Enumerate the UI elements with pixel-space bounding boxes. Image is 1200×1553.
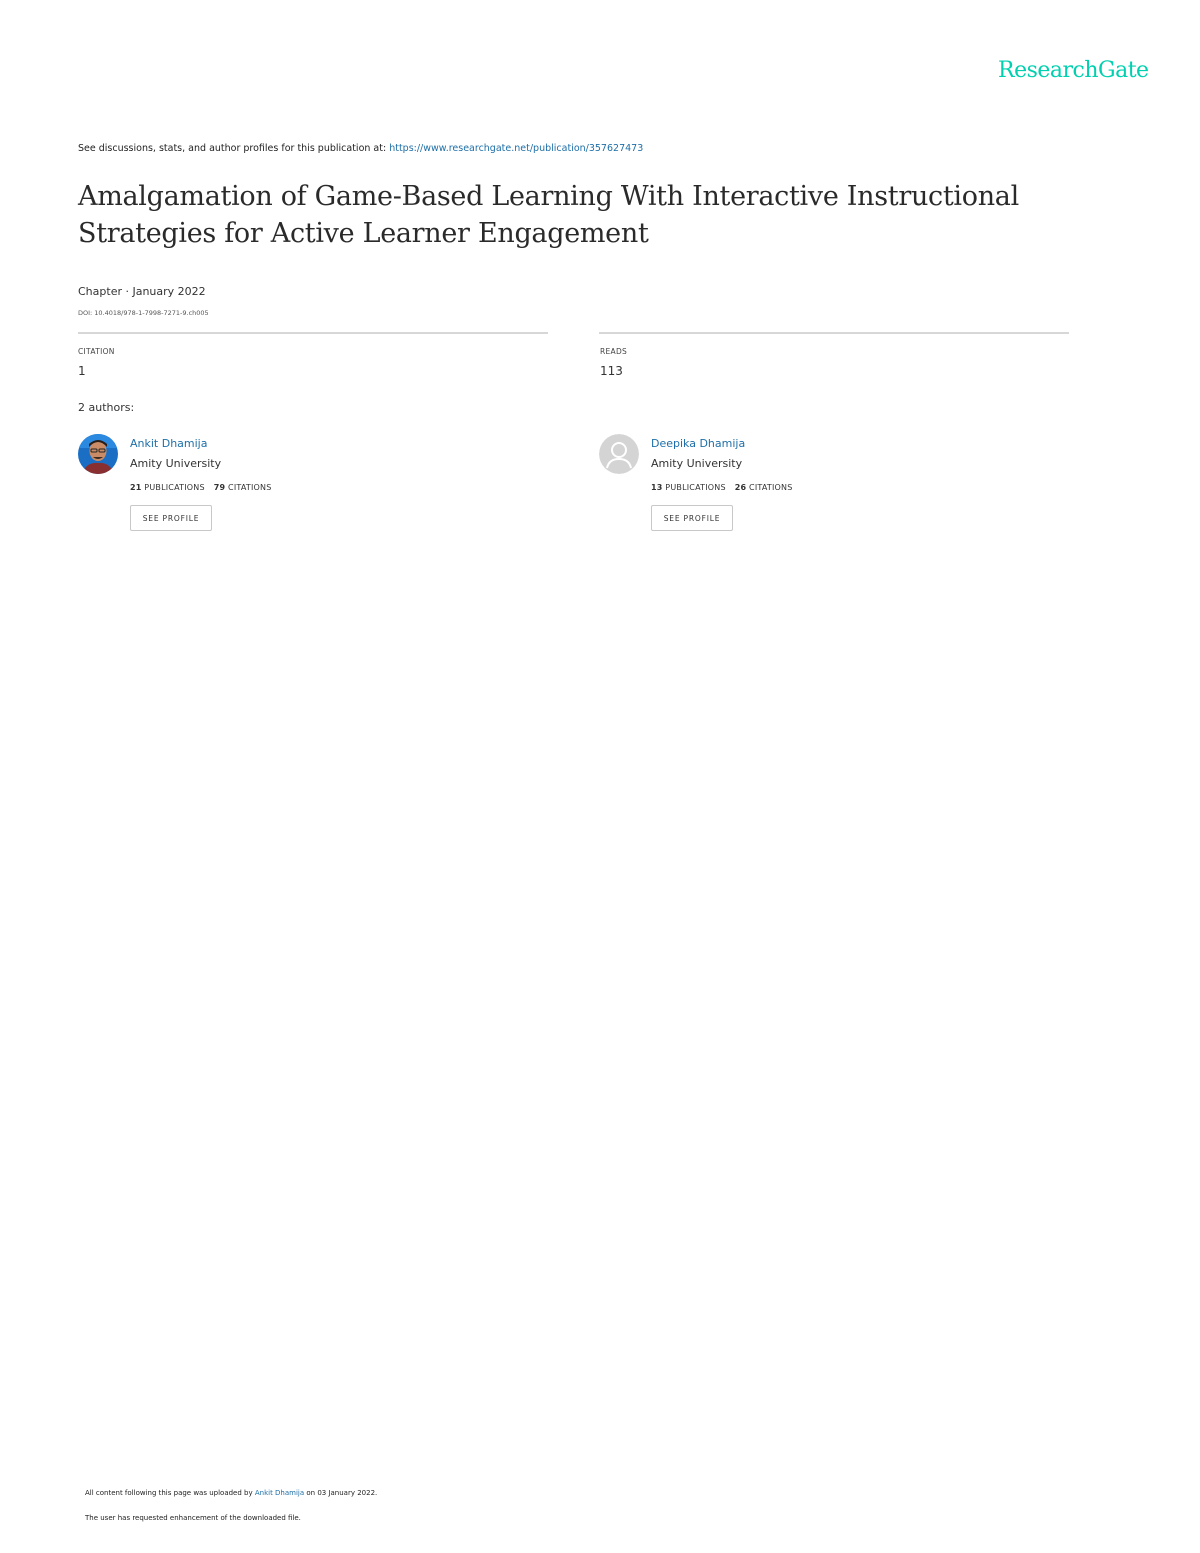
see-profile-button[interactable]: SEE PROFILE (651, 505, 733, 531)
author-stats (130, 483, 272, 492)
publications-count: 21 (130, 483, 142, 492)
citations-count: 79 (213, 483, 226, 492)
see-profile-button[interactable]: SEE PROFILE (130, 505, 212, 531)
upload-notice-prefix: All content following this page was uploaded by (85, 1489, 255, 1497)
authors-count: 2 authors: (78, 401, 135, 414)
uploader-link[interactable]: Ankit Dhamija (254, 1489, 305, 1497)
author-card-ankit (78, 434, 538, 544)
author-name-link[interactable]: Ankit Dhamija (130, 437, 208, 450)
publication-title: Amalgamation of Game-Based Learning With Interactive Instructional Strategies for Active Learner Engagement (78, 181, 1019, 249)
citation-label: CITATION (78, 347, 115, 356)
publication-type-date: Chapter · January 2022 (78, 285, 206, 298)
author-name-link[interactable]: Deepika Dhamija (651, 437, 746, 450)
see-discussions-text: See discussions, stats, and author profiles for this publication at: (78, 143, 390, 154)
reads-label: READS (600, 347, 628, 356)
citations-label: CITATIONS (228, 483, 272, 492)
enhancement-note: The user has requested enhancement of the downloaded file. (85, 1514, 301, 1522)
publication-link-line (78, 143, 643, 154)
author-stats (651, 483, 793, 492)
author-card-deepika (599, 434, 1059, 544)
default-user-icon[interactable] (599, 434, 639, 474)
publications-label: PUBLICATIONS (144, 483, 205, 492)
citations-count: 26 (734, 483, 747, 492)
reads-value: 113 (600, 364, 623, 378)
citation-value: 1 (78, 364, 86, 378)
author-institution: Amity University (130, 457, 222, 470)
publications-count: 13 (651, 483, 663, 492)
publication-url-link[interactable]: https://www.researchgate.net/publication/357627473 (389, 143, 644, 154)
user-photo-icon[interactable] (78, 434, 118, 474)
citations-label: CITATIONS (749, 483, 793, 492)
author-institution: Amity University (651, 457, 743, 470)
researchgate-logo[interactable]: ResearchGate (998, 58, 1149, 83)
citation-divider (78, 332, 548, 334)
upload-notice-suffix: on 03 January 2022. (304, 1489, 378, 1497)
reads-divider (599, 332, 1069, 334)
upload-notice (85, 1489, 377, 1497)
publications-label: PUBLICATIONS (665, 483, 726, 492)
publication-doi: DOI: 10.4018/978-1-7998-7271-9.ch005 (78, 309, 209, 317)
